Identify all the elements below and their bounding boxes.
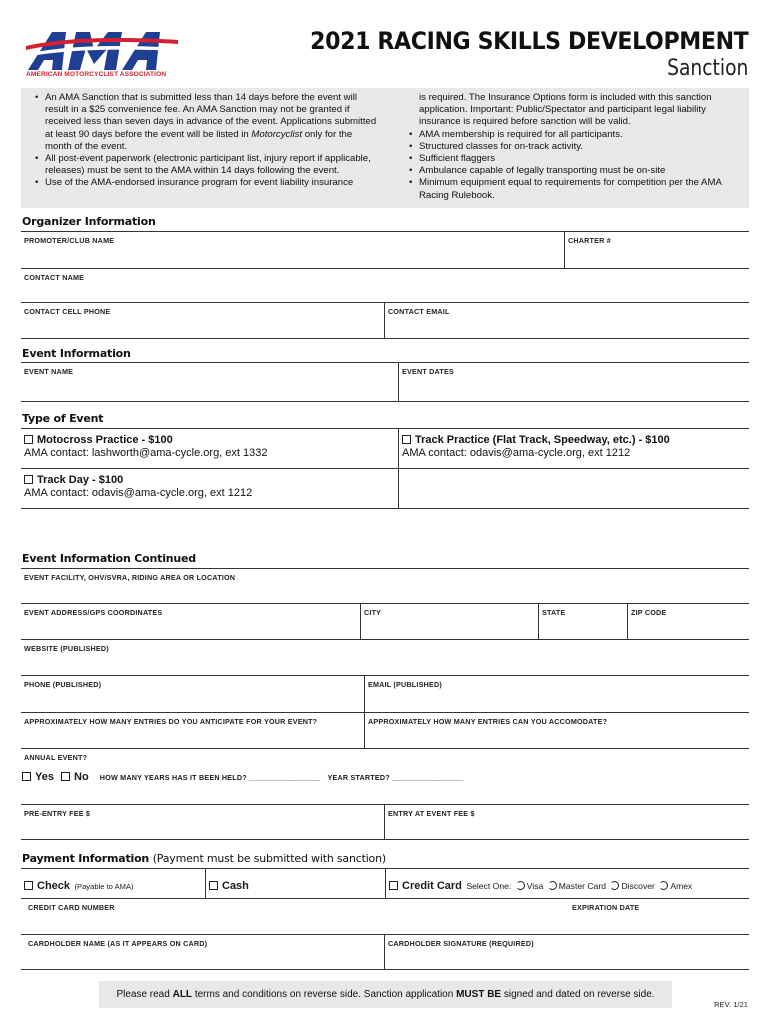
annual-yes-label: Yes	[35, 771, 54, 783]
card-number-label: CREDIT CARD NUMBER	[28, 903, 115, 912]
footer-notice: Please read ALL terms and conditions on reverse side. Sanction application MUST BE signed and dated on reverse side.	[99, 981, 672, 1008]
facility-row	[21, 568, 749, 603]
published-email-field[interactable]	[364, 676, 749, 712]
track-practice-contact: AMA contact: odavis@ama-cycle.org, ext 1212	[402, 447, 631, 459]
requirement-item: • Minimum equipment equal to requirements for competition per the AMA Racing Rulebook.	[409, 177, 743, 201]
state-field[interactable]	[538, 604, 627, 639]
requirements-box	[21, 88, 749, 208]
cardholder-row	[21, 934, 749, 970]
entries-anticipate-label: APPROXIMATELY HOW MANY ENTRIES DO YOU ANTICIPATE FOR YOUR EVENT?	[24, 717, 318, 726]
cardholder-name-label: CARDHOLDER NAME (AS IT APPEARS ON CARD)	[28, 939, 208, 948]
entry-at-event-fee-label: ENTRY AT EVENT FEE $	[388, 809, 475, 818]
charter-field[interactable]	[564, 232, 749, 268]
published-phone-field[interactable]	[21, 676, 364, 712]
zip-label: ZIP CODE	[631, 608, 667, 617]
organizer-section-title: Organizer Information	[22, 215, 156, 228]
type-empty-cell	[398, 469, 749, 508]
card-amex[interactable]: Amex	[659, 881, 692, 891]
requirements-left	[35, 92, 379, 208]
discover-radio[interactable]	[610, 881, 619, 890]
facility-label: EVENT FACILITY, OHV/SVRA, RIDING AREA OR LOCATION	[24, 573, 236, 582]
event-section-title: Event Information	[22, 347, 131, 360]
promoter-row	[21, 231, 749, 268]
event-name-field[interactable]	[21, 363, 398, 401]
annual-no-label: No	[74, 771, 89, 783]
cash-label: Cash	[222, 880, 249, 892]
state-label: STATE	[542, 608, 566, 617]
credit-card-label: Credit Card	[402, 880, 462, 892]
card-number-row	[21, 898, 749, 934]
requirement-item: • Sufficient flaggers	[409, 153, 743, 165]
check-note: (Payable to AMA)	[74, 882, 134, 891]
contact-email-field[interactable]	[384, 303, 749, 338]
address-row	[21, 603, 749, 639]
published-contact-row	[21, 675, 749, 712]
requirement-item: • Structured classes for on-track activity.	[409, 141, 743, 153]
form-title: 2021 RACING SKILLS DEVELOPMENT	[309, 27, 748, 55]
years-held-field[interactable]: HOW MANY YEARS HAS IT BEEN HELD? _________________	[99, 773, 321, 782]
payment-method-row	[21, 868, 749, 898]
annual-label: ANNUAL EVENT?	[24, 753, 88, 762]
requirement-item: • AMA membership is required for all participants.	[409, 129, 743, 141]
event-row	[21, 362, 749, 402]
cardholder-signature-label: CARDHOLDER SIGNATURE (REQUIRED)	[388, 939, 534, 948]
annual-no-checkbox[interactable]	[61, 772, 70, 781]
contact-row	[21, 302, 749, 339]
cardholder-name-field[interactable]	[21, 935, 384, 969]
address-label: EVENT ADDRESS/GPS COORDINATES	[24, 608, 163, 617]
payment-note: (Payment must be submitted with sanction)	[152, 852, 386, 865]
ama-logo-tagline: AMERICAN MOTORCYCLIST ASSOCIATION	[26, 71, 167, 78]
requirement-item: • An AMA Sanction that is submitted less than 14 days before the event will result in a $25 convenience fee. An AMA Sanction may not be granted if received less than seven days in advance of the event. Applications submitted at least 90 days before the event will be listed in Motorcyclist only for the month of the event.	[35, 92, 379, 153]
card-number-field[interactable]	[21, 899, 569, 934]
facility-field[interactable]	[21, 569, 749, 603]
city-label: CITY	[364, 608, 382, 617]
mastercard-radio[interactable]	[548, 881, 557, 890]
contact-email-label: CONTACT EMAIL	[388, 307, 450, 316]
ama-logo-mark	[26, 32, 178, 70]
cell-phone-field[interactable]	[21, 303, 384, 338]
charter-label: CHARTER #	[568, 236, 611, 245]
credit-card-option[interactable]	[385, 869, 749, 898]
requirement-item: • Ambulance capable of legally transporting must be on-site	[409, 165, 743, 177]
check-checkbox[interactable]	[24, 881, 33, 890]
visa-radio[interactable]	[516, 881, 525, 890]
requirement-item: • All post-event paperwork (electronic participant list, injury report if applicable, releases) must be sent to the AMA within 14 days following the event.	[35, 153, 379, 177]
cash-option[interactable]	[205, 869, 385, 898]
contact-name-field[interactable]	[21, 269, 749, 302]
cell-phone-label: CONTACT CELL PHONE	[24, 307, 111, 316]
entries-row	[21, 712, 749, 748]
motocross-label: Motocross Practice - $100	[37, 434, 173, 446]
address-field[interactable]	[21, 604, 360, 639]
amex-radio[interactable]	[659, 881, 668, 890]
track-practice-checkbox[interactable]	[402, 435, 411, 444]
fees-row	[21, 804, 749, 840]
contact-name-row	[21, 268, 749, 302]
promoter-label: PROMOTER/CLUB NAME	[24, 236, 115, 245]
card-visa[interactable]: Visa	[516, 881, 544, 891]
requirement-item: is required. The Insurance Options form is included with this sanction application. Important: Public/Spectator and participant legal liability insurance is required before sanction will be valid.	[418, 92, 712, 128]
type-row-2	[21, 468, 749, 509]
entries-accommodate-label: APPROXIMATELY HOW MANY ENTRIES CAN YOU ACCOMODATE?	[368, 717, 608, 726]
type-section-title: Type of Event	[22, 412, 104, 425]
track-day-contact: AMA contact: odavis@ama-cycle.org, ext 1212	[24, 487, 253, 499]
pre-entry-fee-field[interactable]	[21, 805, 384, 839]
requirements-right	[405, 92, 743, 208]
annual-options	[22, 771, 463, 783]
motocross-contact: AMA contact: lashworth@ama-cycle.org, ext 1332	[24, 447, 268, 459]
city-field[interactable]	[360, 604, 538, 639]
check-option[interactable]	[21, 869, 205, 898]
published-email-label: EMAIL (PUBLISHED)	[368, 680, 442, 689]
form-subtitle: Sanction	[666, 56, 748, 81]
annual-yes-checkbox[interactable]	[22, 772, 31, 781]
zip-field[interactable]	[627, 604, 749, 639]
website-label: WEBSITE (PUBLISHED)	[24, 644, 109, 653]
cardholder-signature-field[interactable]	[384, 935, 749, 969]
track-practice-option[interactable]	[398, 429, 749, 468]
type-row-1	[21, 428, 749, 468]
entry-at-event-fee-field[interactable]	[384, 805, 749, 839]
select-one-label: Select One:	[466, 881, 512, 891]
ama-logo	[22, 28, 180, 82]
cash-checkbox[interactable]	[209, 881, 218, 890]
pre-entry-fee-label: PRE-ENTRY FEE $	[24, 809, 91, 818]
card-discover[interactable]: Discover	[610, 881, 654, 891]
event-dates-label: EVENT DATES	[402, 367, 454, 376]
track-day-checkbox[interactable]	[24, 475, 33, 484]
card-mastercard[interactable]: Master Card	[548, 881, 606, 891]
contact-name-label: CONTACT NAME	[24, 273, 85, 282]
event-cont-section-title: Event Information Continued	[22, 552, 196, 565]
website-row	[21, 639, 749, 675]
payment-section-title: Payment Information (Payment must be submitted with sanction)	[22, 852, 386, 865]
published-phone-label: PHONE (PUBLISHED)	[24, 680, 102, 689]
requirement-item: • Use of the AMA-endorsed insurance program for event liability insurance	[35, 177, 379, 189]
revision-label: REV. 1/21	[714, 1000, 748, 1009]
entries-accommodate-field[interactable]	[364, 713, 749, 748]
expiration-label: EXPIRATION DATE	[572, 903, 640, 912]
credit-card-checkbox[interactable]	[389, 881, 398, 890]
check-label: Check	[37, 880, 71, 892]
motocross-option[interactable]	[21, 429, 398, 468]
form-title-block	[272, 26, 748, 82]
track-practice-label: Track Practice (Flat Track, Speedway, etc.) - $100	[415, 434, 670, 446]
event-dates-field[interactable]	[398, 363, 749, 401]
website-field[interactable]	[21, 640, 749, 675]
entries-anticipate-field[interactable]	[21, 713, 364, 748]
expiration-field[interactable]	[569, 899, 749, 934]
year-started-field[interactable]: YEAR STARTED? _________________	[327, 773, 464, 782]
motocross-checkbox[interactable]	[24, 435, 33, 444]
event-name-label: EVENT NAME	[24, 367, 74, 376]
promoter-field[interactable]	[21, 232, 564, 268]
track-day-option[interactable]	[21, 469, 398, 508]
track-day-label: Track Day - $100	[37, 474, 124, 486]
